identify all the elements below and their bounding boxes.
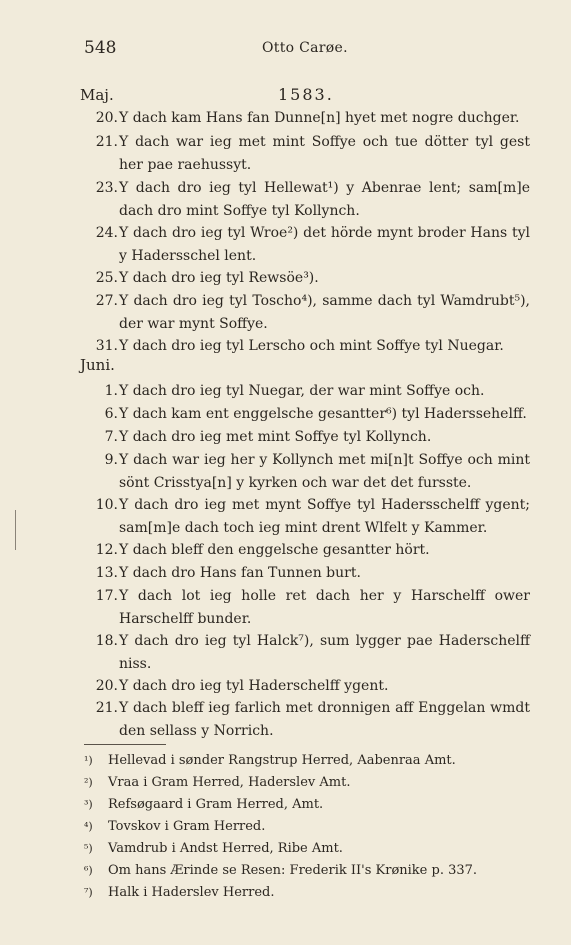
diary-entry — [78, 131, 530, 176]
entry-text: Y dach dro ieg tyl Rewsöe³). — [119, 270, 319, 286]
footnote-mark: ⁴) — [84, 820, 93, 833]
diary-entry — [78, 449, 530, 494]
entry-text: Y dach war ieg her y Kollynch met mi[n]t Soffye och mint sönt Crisstya[n] y kyrken och war det det fursste. — [119, 452, 530, 491]
entry-text: Y dach dro Hans fan Tunnen burt. — [119, 565, 361, 581]
entry-text: Y dach dro ieg tyl Lerscho och mint Soffye tyl Nuegar. — [119, 338, 504, 354]
entry-day: 10. — [95, 497, 118, 513]
entry-text: Y dach dro ieg tyl Halck⁷), sum lygger pae Haderschelff niss. — [119, 633, 530, 672]
entry-day: 21. — [95, 134, 118, 150]
running-head: Otto Carøe. — [262, 40, 348, 56]
entry-text: Y dach dro ieg met mint Soffye tyl Kollynch. — [119, 429, 432, 445]
footnote — [84, 774, 544, 792]
entry-text: Y dach bleff ieg farlich met dronnigen aff Enggelan wmdt den sellass y Norrich. — [119, 700, 530, 739]
entry-day: 18. — [95, 633, 118, 649]
entry-text: Y dach dro ieg met mynt Soffye tyl Hadersschelff ygent; sam[m]e dach toch ieg mint drent Wlfelt y Kammer. — [119, 497, 530, 536]
page-header — [84, 38, 519, 58]
diary-entry — [78, 335, 530, 358]
diary-entry — [78, 697, 530, 742]
month-label-june: Juni. — [80, 356, 115, 374]
entry-day: 13. — [95, 565, 118, 581]
footnote-text: Refsøgaard i Gram Herred, Amt. — [108, 797, 324, 812]
diary-entry — [78, 630, 530, 675]
diary-entry — [78, 267, 530, 290]
footnote-text: Vamdrub i Andst Herred, Ribe Amt. — [108, 841, 343, 856]
diary-entry — [78, 562, 530, 585]
footnote-rule — [84, 744, 166, 745]
footnote — [84, 796, 544, 814]
entry-text: Y dach war ieg met mint Soffye och tue dötter tyl gest her pae raehussyt. — [119, 134, 530, 173]
diary-entry — [78, 107, 530, 130]
footnote-text: Om hans Ærinde se Resen: Frederik II's Krønike p. 337. — [108, 863, 478, 878]
diary-entry — [78, 222, 530, 267]
entry-day: 6. — [104, 406, 118, 422]
footnote — [84, 818, 544, 836]
entry-day: 25. — [95, 270, 118, 286]
entry-day: 1. — [104, 383, 118, 399]
entry-day: 12. — [95, 542, 118, 558]
footnote-text: Halk i Haderslev Herred. — [108, 885, 275, 900]
diary-entry — [78, 585, 530, 630]
footnote-mark: ⁵) — [84, 842, 93, 855]
footnote-mark: ¹) — [84, 754, 93, 767]
diary-entry — [78, 494, 530, 539]
entry-text: Y dach kam Hans fan Dunne[n] hyet met nogre duchger. — [119, 110, 520, 126]
entry-day: 31. — [95, 338, 118, 354]
footnote-mark: ⁶) — [84, 864, 93, 877]
entry-text: Y dach dro ieg tyl Toscho⁴), samme dach tyl Wamdrubt⁵), der war mynt Soffye. — [119, 293, 530, 332]
diary-entry — [78, 403, 530, 426]
year-heading: 1583. — [278, 85, 334, 104]
entry-day: 21. — [95, 700, 118, 716]
month-label-may: Maj. — [80, 86, 114, 104]
footnote — [84, 862, 544, 880]
entry-day: 9. — [104, 452, 118, 468]
page-number: 548 — [84, 38, 117, 58]
footnote — [84, 884, 544, 902]
entry-text: Y dach dro ieg tyl Hellewat¹) y Abenrae lent; sam[m]e dach dro mint Soffye tyl Kollynch. — [119, 180, 530, 219]
diary-entry — [78, 380, 530, 403]
diary-entry — [78, 539, 530, 562]
footnote — [84, 840, 544, 858]
entry-day: 23. — [95, 180, 118, 196]
entry-day: 20. — [95, 678, 118, 694]
entry-day: 17. — [95, 588, 118, 604]
footnote-text: Hellevad i sønder Rangstrup Herred, Aabenraa Amt. — [108, 753, 456, 768]
footnote — [84, 752, 544, 770]
margin-mark — [15, 510, 16, 550]
footnote-text: Tovskov i Gram Herred. — [108, 819, 266, 834]
footnote-text: Vraa i Gram Herred, Haderslev Amt. — [108, 775, 351, 790]
diary-entry — [78, 177, 530, 222]
diary-entry — [78, 675, 530, 698]
entry-text: Y dach kam ent enggelsche gesantter⁶) tyl Haderssehelff. — [119, 406, 527, 422]
entry-text: Y dach lot ieg holle ret dach her y Harschelff ower Harschelff bunder. — [119, 588, 530, 627]
entry-text: Y dach dro ieg tyl Nuegar, der war mint Soffye och. — [119, 383, 485, 399]
entry-text: Y dach dro ieg tyl Wroe²) det hörde mynt broder Hans tyl y Hadersschel lent. — [119, 225, 530, 264]
diary-entry — [78, 426, 530, 449]
footnote-mark: ²) — [84, 776, 93, 789]
entry-day: 27. — [95, 293, 118, 309]
entry-text: Y dach bleff den enggelsche gesantter hört. — [119, 542, 430, 558]
diary-entry — [78, 290, 530, 335]
entry-day: 20. — [95, 110, 118, 126]
entry-day: 24. — [95, 225, 118, 241]
footnote-mark: ⁷) — [84, 886, 93, 899]
footnote-mark: ³) — [84, 798, 93, 811]
entry-day: 7. — [104, 429, 118, 445]
entry-text: Y dach dro ieg tyl Haderschelff ygent. — [119, 678, 389, 694]
